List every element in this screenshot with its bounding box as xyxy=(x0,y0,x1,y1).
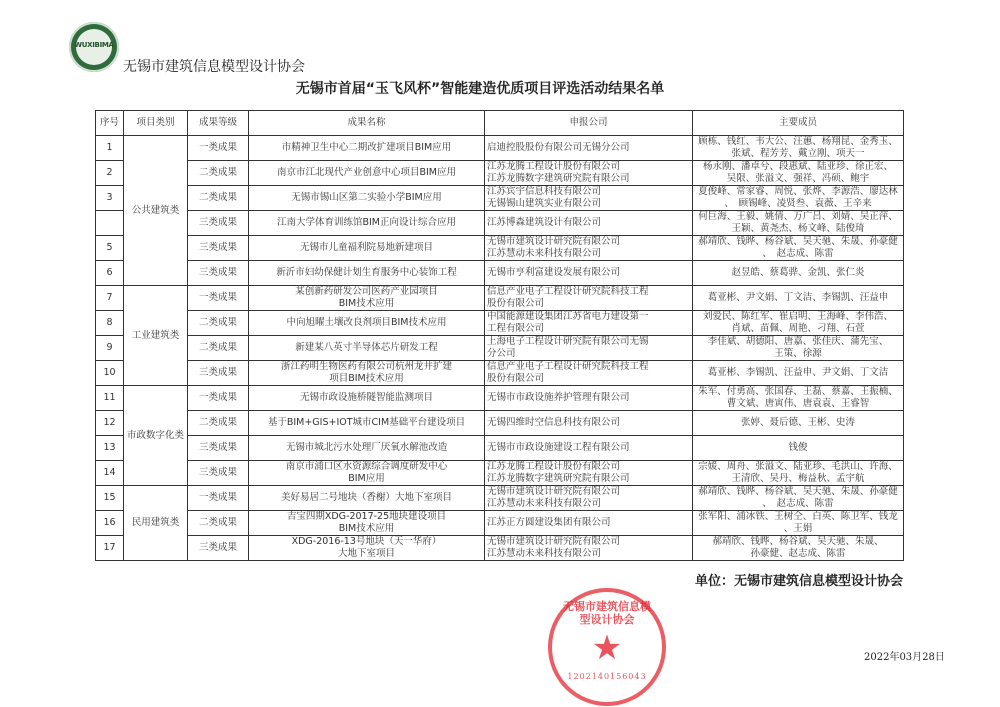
table-row xyxy=(96,536,904,561)
members-cell: 杨永刚、潘卓兮、段惠斌、陆亚珍、徐正宏、 吴限、张溢文、强祥、冯硕、鲍宇 xyxy=(693,161,904,186)
organization-name: 无锡市建筑信息模型设计协会 xyxy=(123,59,305,75)
seal-number: 1202140156043 xyxy=(567,672,647,681)
seq-cell: 1 xyxy=(96,136,124,161)
header-category: 项目类别 xyxy=(124,111,188,136)
members-cell: 葛亚彬、尹文娟、丁文洁、李锡凯、汪益申 xyxy=(693,286,904,311)
members-cell: 宗媛、周舟、张溢文、陆亚珍、毛洪山、许海、 王清欣、吴丹、梅益秋、孟宇航 xyxy=(693,461,904,486)
company-cell: 无锡四维时空信息科技有限公司 xyxy=(485,411,693,436)
seq-cell: 2 xyxy=(96,161,124,186)
table-row xyxy=(96,411,904,436)
table-row xyxy=(96,261,904,286)
table-row xyxy=(96,386,904,411)
grade-cell: 二类成果 xyxy=(188,161,249,186)
table-header-row xyxy=(96,111,904,136)
project-name-cell: 吉宝四期XDG-2017-25地块建设项目 BIM技术应用 xyxy=(249,511,485,536)
seq-cell: 5 xyxy=(96,236,124,261)
company-cell: 中国能源建设集团江苏省电力建设第一 工程有限公司 xyxy=(485,311,693,336)
header-seq: 序号 xyxy=(96,111,124,136)
company-cell: 江苏宾宇信息科技有限公司 无锡锡山建筑实业有限公司 xyxy=(485,186,693,211)
project-name-cell: 浙江药明生物医药有限公司杭州龙井扩建 项目BIM技术应用 xyxy=(249,361,485,386)
grade-cell: 二类成果 xyxy=(188,411,249,436)
table-row xyxy=(96,336,904,361)
grade-cell: 三类成果 xyxy=(188,536,249,561)
table-row xyxy=(96,211,904,236)
members-cell: 夏俊峰、常家睿、周悦、张烨、李源浩、廖达林 、 顾锡峰、凌贤叁、袁薇、王辛来 xyxy=(693,186,904,211)
seq-cell: 8 xyxy=(96,311,124,336)
grade-cell: 三类成果 xyxy=(188,261,249,286)
company-cell: 无锡市市政设施建设工程有限公司 xyxy=(485,436,693,461)
members-cell: 刘爱民、陈红军、崔启明、王海峰、李伟浩、 肖斌、苗佩、周艳、刁翔、石萱 xyxy=(693,311,904,336)
project-name-cell: 江南大学体育训练馆BIM正向设计综合应用 xyxy=(249,211,485,236)
members-cell: 郝靖欣、钱晔、杨谷斌、吴天驰、朱晟、孙豪健 、 赵志成、陈雷 xyxy=(693,236,904,261)
company-cell: 上海电子工程设计研究院有限公司无锡 分公司 xyxy=(485,336,693,361)
table-row xyxy=(96,486,904,511)
company-cell: 无锡市亨利富建设发展有限公司 xyxy=(485,261,693,286)
project-name-cell: 美好易居二号地块（香榭）大地下室项目 xyxy=(249,486,485,511)
issuing-unit: 单位：无锡市建筑信息模型设计协会 xyxy=(695,574,904,589)
grade-cell: 一类成果 xyxy=(188,486,249,511)
logo-text: WUXIBIMA xyxy=(74,41,114,49)
grade-cell: 一类成果 xyxy=(188,136,249,161)
table-row xyxy=(96,136,904,161)
members-cell: 李佳斌、胡德阳、唐嘉、张佳庆、蒲先宝、 王策、徐源 xyxy=(693,336,904,361)
members-cell: 张婷、聂后德、王彬、史涛 xyxy=(693,411,904,436)
issue-date: 2022年03月28日 xyxy=(864,652,945,663)
table-row xyxy=(96,361,904,386)
seq-cell: 7 xyxy=(96,286,124,311)
seq-cell: 9 xyxy=(96,336,124,361)
company-cell: 启迪控股股份有限公司无锡分公司 xyxy=(485,136,693,161)
category-cell: 公共建筑类 xyxy=(124,136,188,286)
table-row xyxy=(96,461,904,486)
project-name-cell: 中向旭曜土壤改良剂项目BIM技术应用 xyxy=(249,311,485,336)
project-name-cell: 无锡市城北污水处理厂厌氧水解池改造 xyxy=(249,436,485,461)
page-title: 无锡市首届“玉飞风杯”智能建造优质项目评选活动结果名单 xyxy=(295,81,665,97)
project-name-cell: 无锡市儿童福利院易地新建项目 xyxy=(249,236,485,261)
grade-cell: 二类成果 xyxy=(188,336,249,361)
table-row xyxy=(96,286,904,311)
grade-cell: 二类成果 xyxy=(188,311,249,336)
header-members: 主要成员 xyxy=(693,111,904,136)
category-cell: 工业建筑类 xyxy=(124,286,188,386)
members-cell: 郝靖欣、钱晔、杨谷斌、吴天驰、朱晟、 孙豪健、赵志成、陈雷 xyxy=(693,536,904,561)
header-name: 成果名称 xyxy=(249,111,485,136)
project-name-cell: 南京市浦口区水资源综合调度研发中心 BIM应用 xyxy=(249,461,485,486)
seq-cell: 3 xyxy=(96,186,124,211)
members-cell: 郝靖欣、钱晔、杨谷斌、吴天驰、朱晟、孙豪健 、 赵志成、陈雷 xyxy=(693,486,904,511)
results-table xyxy=(95,110,904,561)
official-seal xyxy=(548,588,666,706)
seq-cell: 16 xyxy=(96,511,124,536)
project-name-cell: 新沂市妇幼保健计划生育服务中心装饰工程 xyxy=(249,261,485,286)
company-cell: 江苏博森建筑设计有限公司 xyxy=(485,211,693,236)
company-cell: 江苏龙腾工程设计股份有限公司 江苏龙腾数字建筑研究院有限公司 xyxy=(485,161,693,186)
company-cell: 江苏龙腾工程设计股份有限公司 江苏龙腾数字建筑研究院有限公司 xyxy=(485,461,693,486)
grade-cell: 二类成果 xyxy=(188,511,249,536)
table-row xyxy=(96,186,904,211)
seq-cell: 14 xyxy=(96,461,124,486)
company-cell: 江苏正方圆建设集团有限公司 xyxy=(485,511,693,536)
company-cell: 无锡市建筑设计研究院有限公司 江苏慧动未来科技有限公司 xyxy=(485,486,693,511)
seq-cell: 6 xyxy=(96,261,124,286)
grade-cell: 二类成果 xyxy=(188,186,249,211)
company-cell: 信息产业电子工程设计研究院科技工程 股份有限公司 xyxy=(485,286,693,311)
seq-cell: 15 xyxy=(96,486,124,511)
category-cell: 民用建筑类 xyxy=(124,486,188,561)
seq-cell: 10 xyxy=(96,361,124,386)
members-cell: 朱军、付勇高、张国春、王磊、蔡嘉、王振楠、 曹文斌、唐寅伟、唐袁袁、王睿智 xyxy=(693,386,904,411)
members-cell: 顾栋、钱红、韦大公、汪蕙、杨翔昆、金秀玉、 张斌、程芳芳、戴立刚、项天一 xyxy=(693,136,904,161)
table-row xyxy=(96,161,904,186)
members-cell: 张军阳、浦冰铁、王树仝、白英、陈卫军、钱龙 、王娟 xyxy=(693,511,904,536)
company-cell: 无锡市建筑设计研究院有限公司 江苏慧动未来科技有限公司 xyxy=(485,236,693,261)
grade-cell: 三类成果 xyxy=(188,461,249,486)
grade-cell: 三类成果 xyxy=(188,211,249,236)
seq-cell: 17 xyxy=(96,536,124,561)
seq-cell: 12 xyxy=(96,411,124,436)
project-name-cell: 市精神卫生中心二期改扩建项目BIM应用 xyxy=(249,136,485,161)
project-name-cell: 无锡市锡山区第二实验小学BIM应用 xyxy=(249,186,485,211)
association-logo xyxy=(69,22,119,72)
seq-cell: 11 xyxy=(96,386,124,411)
project-name-cell: 无锡市政设施桥隧智能监测项目 xyxy=(249,386,485,411)
project-name-cell: XDG-2016-13号地块（天一华府） 大地下室项目 xyxy=(249,536,485,561)
members-cell: 钱俊 xyxy=(693,436,904,461)
project-name-cell: 新建某八英寸半导体芯片研发工程 xyxy=(249,336,485,361)
company-cell: 信息产业电子工程设计研究院科技工程 股份有限公司 xyxy=(485,361,693,386)
members-cell: 葛亚彬、李锡凯、汪益申、尹文娟、丁文洁 xyxy=(693,361,904,386)
grade-cell: 三类成果 xyxy=(188,236,249,261)
company-cell: 无锡市建筑设计研究院有限公司 江苏慧动未来科技有限公司 xyxy=(485,536,693,561)
seq-cell: 13 xyxy=(96,436,124,461)
project-name-cell: 南京市江北现代产业创意中心项目BIM应用 xyxy=(249,161,485,186)
grade-cell: 三类成果 xyxy=(188,361,249,386)
category-cell: 市政数字化类 xyxy=(124,386,188,486)
members-cell: 赵昱皓、蔡葛骅、金凯、张仁炎 xyxy=(693,261,904,286)
table-row xyxy=(96,236,904,261)
header-company: 申报公司 xyxy=(485,111,693,136)
table-row xyxy=(96,511,904,536)
seal-text: 无锡市建筑信息模型设计协会 xyxy=(563,600,651,626)
header-grade: 成果等级 xyxy=(188,111,249,136)
members-cell: 何巨海、王毅、姚倩、万广吕、刘婧、吴正萍、 王颖、黄尧杰、杨文峰、陆俊琦 xyxy=(693,211,904,236)
table-row xyxy=(96,311,904,336)
grade-cell: 一类成果 xyxy=(188,286,249,311)
company-cell: 无锡市市政设施养护管理有限公司 xyxy=(485,386,693,411)
seal-star-icon: ★ xyxy=(591,628,623,668)
grade-cell: 一类成果 xyxy=(188,386,249,411)
grade-cell: 三类成果 xyxy=(188,436,249,461)
project-name-cell: 基于BIM+GIS+IOT城市CIM基础平台建设项目 xyxy=(249,411,485,436)
project-name-cell: 某创新药研发公司医药产业园项目 BIM技术应用 xyxy=(249,286,485,311)
table-row xyxy=(96,436,904,461)
seq-cell xyxy=(96,211,124,236)
